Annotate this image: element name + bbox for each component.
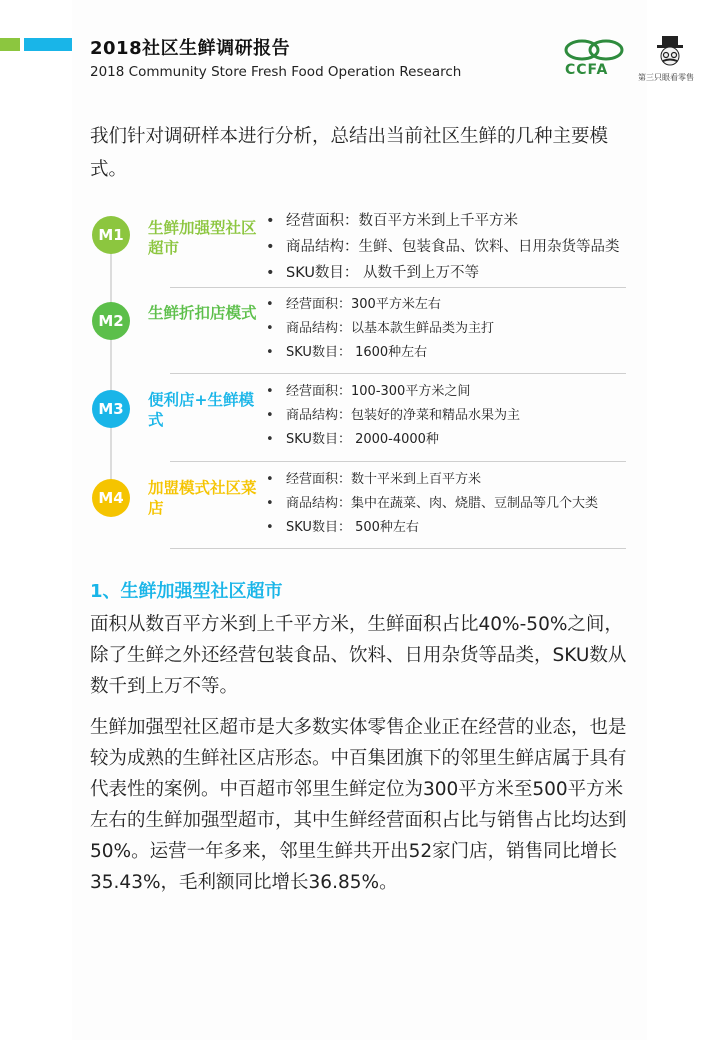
m1-sku: • SKU数目： 从数千到上万不等 <box>262 260 630 286</box>
m3-name: 便利店+生鲜模式 <box>148 391 254 429</box>
m3-sku: • SKU数目： 2000-4000种 <box>262 428 630 452</box>
divider <box>170 548 626 549</box>
m1-name: 生鲜加强型社区超市 <box>148 219 257 257</box>
m2-name: 生鲜折扣店模式 <box>148 304 257 322</box>
section-1-paragraph-1: 面积从数百平方米到上千平方米，生鲜面积占比40%-50%之间，除了生鲜之外还经营包装食品、饮料、日用杂货等品类，SKU数从数千到上万不等。 <box>90 614 627 697</box>
m1-bullets <box>262 208 630 286</box>
partner-logo-text: 第三只眼看零售 <box>638 73 694 82</box>
m4-structure: • 商品结构：集中在蔬菜、肉、烧腊、豆制品等几个大类 <box>262 492 630 516</box>
m3-area: • 经营面积：100-300平方米之间 <box>262 380 630 404</box>
divider <box>170 287 626 288</box>
divider <box>170 373 626 374</box>
m1-badge: M1 <box>92 216 130 254</box>
m4-sku: • SKU数目： 500种左右 <box>262 516 630 540</box>
report-title: 2018社区生鲜调研报告 <box>90 38 291 59</box>
model-m4 <box>90 468 630 556</box>
partner-logo-icon <box>650 34 690 70</box>
intro-paragraph: 我们针对调研样本进行分析，总结出当前社区生鲜的几种主要模式。 <box>90 126 609 180</box>
model-m1 <box>90 208 630 296</box>
m4-area: • 经营面积：数十平米到上百平方米 <box>262 468 630 492</box>
m1-area: • 经营面积：数百平方米到上千平方米 <box>262 208 630 234</box>
m2-sku: • SKU数目： 1600种左右 <box>262 341 630 365</box>
m4-bullets <box>262 468 630 540</box>
section-1-title: 1、生鲜加强型社区超市 <box>90 581 283 602</box>
m3-bullets <box>262 380 630 452</box>
report-subtitle: 2018 Community Store Fresh Food Operation Research <box>90 64 462 80</box>
model-m3 <box>90 380 630 468</box>
model-m2 <box>90 293 630 381</box>
divider <box>170 461 626 462</box>
header-accent-blue <box>24 38 72 51</box>
m3-badge: M3 <box>92 390 130 428</box>
m1-structure: • 商品结构：生鲜、包装食品、饮料、日用杂货等品类 <box>262 234 630 260</box>
m4-badge: M4 <box>92 479 130 517</box>
m2-bullets <box>262 293 630 365</box>
m3-structure: • 商品结构：包装好的净菜和精品水果为主 <box>262 404 630 428</box>
m2-area: • 经营面积：300平方米左右 <box>262 293 630 317</box>
m2-structure: • 商品结构：以基本款生鲜品类为主打 <box>262 317 630 341</box>
section-1-paragraph-2: 生鲜加强型社区超市是大多数实体零售企业正在经营的业态，也是较为成熟的生鲜社区店形态。中百集团旗下的邻里生鲜店属于具有代表性的案例。中百超市邻里生鲜定位为300平方米至500平方米左右的生鲜加强型超市，其中生鲜经营面积占比与销售占比均达到50%。运营一年多来，邻里生鲜共开出52家门店，销售同比增长 35.43%，毛利额同比增长36.85%。 <box>90 717 627 893</box>
m2-badge: M2 <box>92 302 130 340</box>
header-accent-green <box>0 38 20 51</box>
m4-name: 加盟模式社区菜店 <box>148 479 257 517</box>
ccfa-logo-text: CCFA <box>565 62 609 78</box>
